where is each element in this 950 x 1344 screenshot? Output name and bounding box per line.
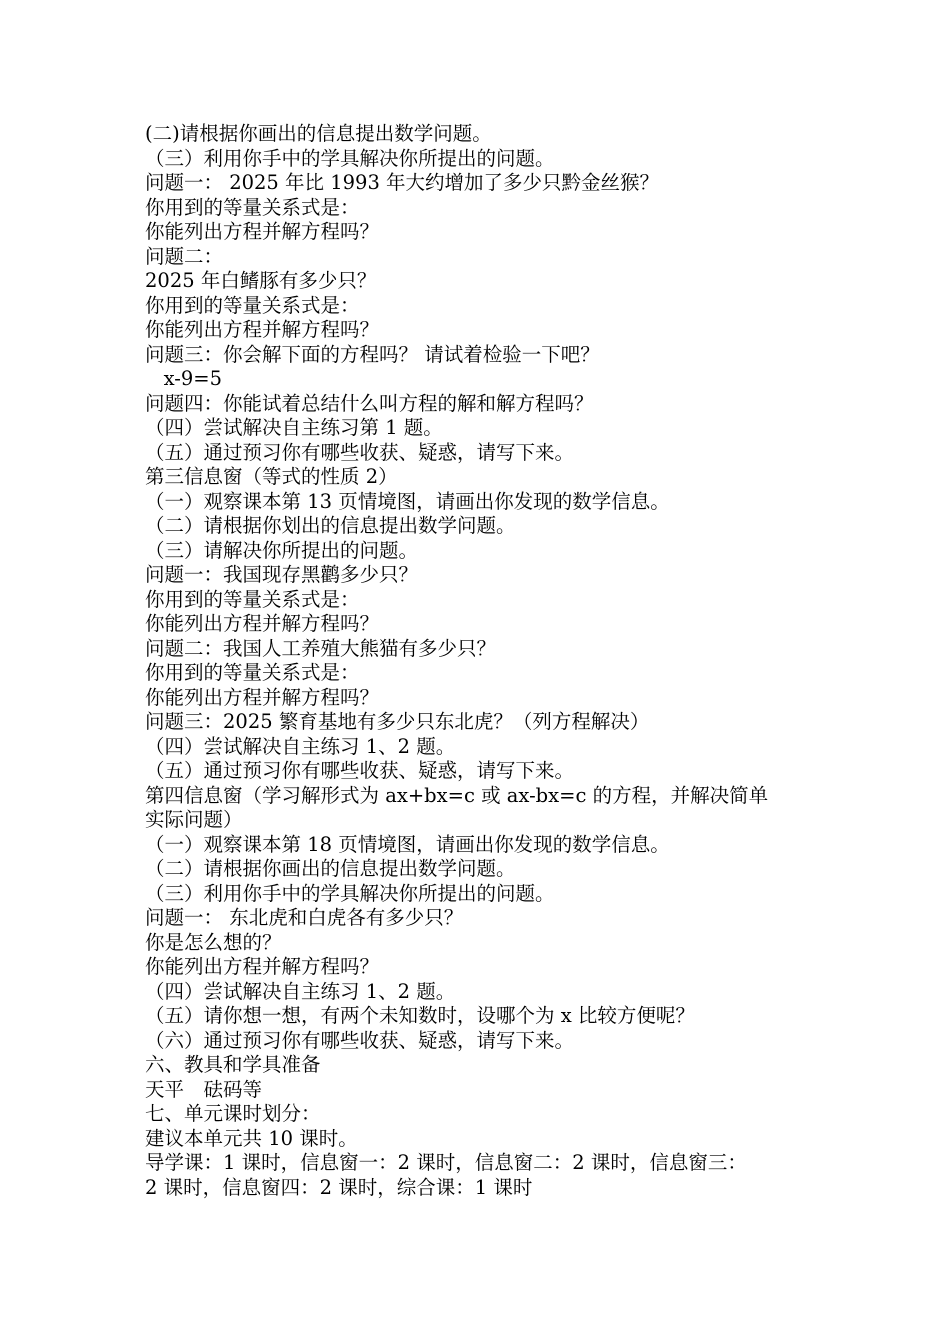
text-line: 你能列出方程并解方程吗？ (145, 318, 380, 341)
text-line: （三）利用你手中的学具解决你所提出的问题。 (145, 881, 555, 905)
text-line: 你用到的等量关系式是： (145, 587, 360, 611)
text-line: （一）观察课本第 18 页情境图，请画出你发现的数学信息。 (145, 832, 670, 856)
text-line: （二）请根据你划出的信息提出数学问题。 (145, 514, 516, 537)
text-line: （四）尝试解决自主练习 1、2 题。 (145, 979, 456, 1003)
document-body (145, 122, 825, 1200)
text-line: 问题三：你会解下面的方程吗？ 请试着检验一下吧？ (145, 342, 600, 366)
text-line: 天平 砝码等 (145, 1077, 263, 1101)
text-line: 你用到的等量关系式是： (145, 661, 360, 684)
text-line: （五）请你想一想，有两个未知数时，设哪个为 x 比较方便呢？ (145, 1004, 695, 1027)
text-line: （二）请根据你画出的信息提出数学问题。 (145, 857, 516, 880)
text-line: （三）利用你手中的学具解决你所提出的问题。 (145, 146, 555, 170)
text-line: 你能列出方程并解方程吗？ (145, 955, 380, 978)
text-line: 你能列出方程并解方程吗？ (145, 220, 380, 243)
text-line: 问题四：你能试着总结什么叫方程的解和解方程吗？ (145, 391, 594, 415)
text-line: 你是怎么想的？ (145, 930, 282, 954)
equation-line: x-9=5 (145, 367, 222, 390)
text-line: 问题一： 2025 年比 1993 年大约增加了多少只黔金丝猴？ (145, 171, 660, 194)
text-line: （五）通过预习你有哪些收获、疑惑，请写下来。 (145, 759, 575, 782)
section-heading-continued: 实际问题） (145, 808, 243, 831)
section-heading: 六、教具和学具准备 (145, 1053, 321, 1076)
section-heading: 第四信息窗（学习解形式为 ax+bx=c 或 ax-bx=c 的方程，并解决简单 (145, 783, 769, 807)
text-line: （一）观察课本第 13 页情境图，请画出你发现的数学信息。 (145, 489, 670, 513)
text-line: （四）尝试解决自主练习 1、2 题。 (145, 734, 456, 758)
text-line: 你能列出方程并解方程吗？ (145, 685, 380, 709)
text-line: 导学课：1 课时，信息窗一：2 课时，信息窗二：2 课时，信息窗三： (145, 1151, 747, 1174)
text-line: 你用到的等量关系式是： (145, 195, 360, 219)
text-line: 问题一： 东北虎和白虎各有多少只？ (145, 906, 464, 929)
text-line: 问题一：我国现存黑鹳多少只？ (145, 563, 419, 586)
section-heading: 第三信息窗（等式的性质 2） (145, 465, 398, 488)
text-line: （五）通过预习你有哪些收获、疑惑，请写下来。 (145, 440, 575, 464)
text-line: 问题三：2025 繁育基地有多少只东北虎？（列方程解决） (145, 710, 650, 733)
text-line: （四）尝试解决自主练习第 1 题。 (145, 416, 443, 439)
text-line: （三）请解决你所提出的问题。 (145, 538, 419, 562)
text-line: 2025 年白鳍豚有多少只？ (145, 269, 377, 292)
text-line: 问题二： (145, 244, 224, 268)
text-line: （六）通过预习你有哪些收获、疑惑，请写下来。 (145, 1028, 575, 1052)
text-line: 你能列出方程并解方程吗？ (145, 612, 380, 635)
text-line: (二)请根据你画出的信息提出数学问题。 (145, 122, 492, 145)
text-line: 问题二：我国人工养殖大熊猫有多少只？ (145, 636, 497, 660)
text-line: 建议本单元共 10 课时。 (145, 1126, 358, 1150)
section-heading: 七、单元课时划分： (145, 1102, 321, 1125)
text-line: 你用到的等量关系式是： (145, 293, 360, 317)
text-line: 2 课时，信息窗四：2 课时，综合课：1 课时 (145, 1175, 533, 1199)
